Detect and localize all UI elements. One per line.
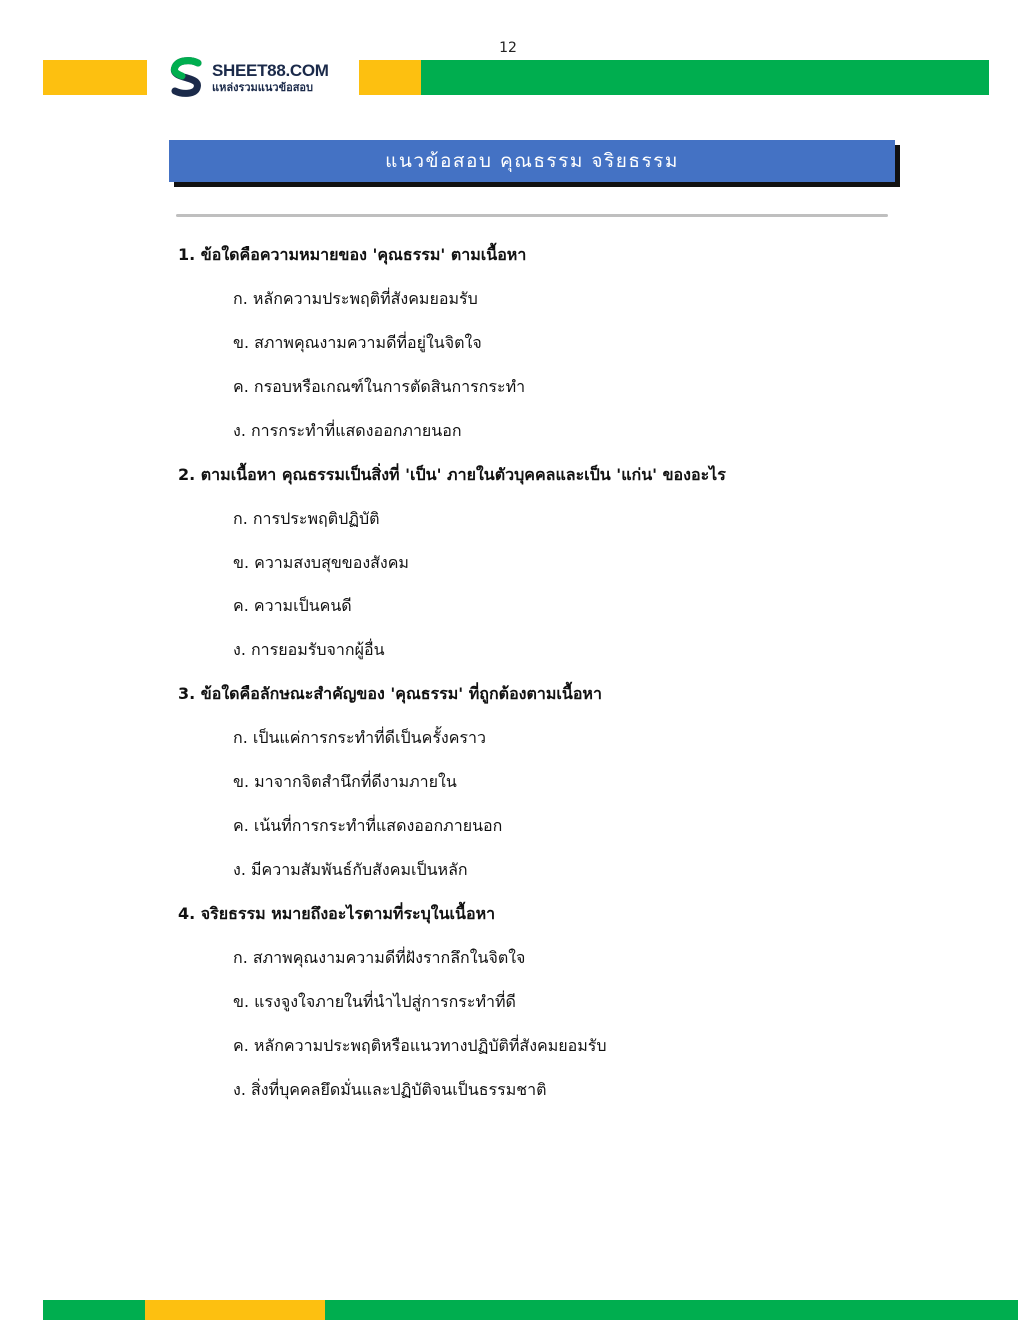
page-title: แนวข้อสอบ คุณธรรม จริยธรรม <box>169 140 895 182</box>
option-1-d: ง. การกระทำที่แสดงออกภายนอก <box>233 421 462 440</box>
logo-tagline: แหล่งรวมแนวข้อสอบ <box>212 80 314 94</box>
question-1: 1. ข้อใดคือความหมายของ 'คุณธรรม' ตามเนื้อหา <box>178 245 527 264</box>
question-4: 4. จริยธรรม หมายถึงอะไรตามที่ระบุในเนื้อหา <box>178 904 496 923</box>
logo-brand: SHEET88.COM <box>212 60 329 80</box>
question-3: 3. ข้อใดคือลักษณะสำคัญของ 'คุณธรรม' ที่ถูกต้องตามเนื้อหา <box>178 684 602 703</box>
sheet88-s-logo-icon <box>168 57 206 97</box>
header-green-bar <box>421 60 989 95</box>
footer-green-bar-left <box>43 1300 145 1320</box>
option-3-c: ค. เน้นที่การกระทำที่แสดงออกภายนอก <box>233 816 503 835</box>
option-2-d: ง. การยอมรับจากผู้อื่น <box>233 640 385 659</box>
question-2: 2. ตามเนื้อหา คุณธรรมเป็นสิ่งที่ 'เป็น' ภายในตัวบุคคลและเป็น 'แก่น' ของอะไร <box>178 465 726 484</box>
option-2-c: ค. ความเป็นคนดี <box>233 596 352 615</box>
option-3-d: ง. มีความสัมพันธ์กับสังคมเป็นหลัก <box>233 860 468 879</box>
option-3-a: ก. เป็นแค่การกระทำที่ดีเป็นครั้งคราว <box>233 728 486 747</box>
option-1-a: ก. หลักความประพฤติที่สังคมยอมรับ <box>233 289 478 308</box>
sheet88-logo <box>168 56 354 98</box>
option-1-c: ค. กรอบหรือเกณฑ์ในการตัดสินการกระทำ <box>233 377 526 396</box>
option-4-c: ค. หลักความประพฤติหรือแนวทางปฏิบัติที่สังคมยอมรับ <box>233 1036 607 1055</box>
divider <box>176 214 888 217</box>
title-banner <box>169 140 895 182</box>
option-4-a: ก. สภาพคุณงามความดีที่ฝังรากลึกในจิตใจ <box>233 948 526 967</box>
option-4-b: ข. แรงจูงใจภายในที่นำไปสู่การกระทำที่ดี <box>233 992 516 1011</box>
header-yellow-bar-left <box>43 60 147 95</box>
option-2-b: ข. ความสงบสุขของสังคม <box>233 553 409 572</box>
header-yellow-bar-mid <box>359 60 421 95</box>
option-3-b: ข. มาจากจิตสำนึกที่ดีงามภายใน <box>233 772 457 791</box>
option-1-b: ข. สภาพคุณงามความดีที่อยู่ในจิตใจ <box>233 333 482 352</box>
page-number: 12 <box>499 40 517 56</box>
option-2-a: ก. การประพฤติปฏิบัติ <box>233 509 380 528</box>
footer-yellow-bar <box>145 1300 325 1320</box>
footer-green-bar-right <box>325 1300 1018 1320</box>
option-4-d: ง. สิ่งที่บุคคลยึดมั่นและปฏิบัติจนเป็นธรรมชาติ <box>233 1080 547 1099</box>
